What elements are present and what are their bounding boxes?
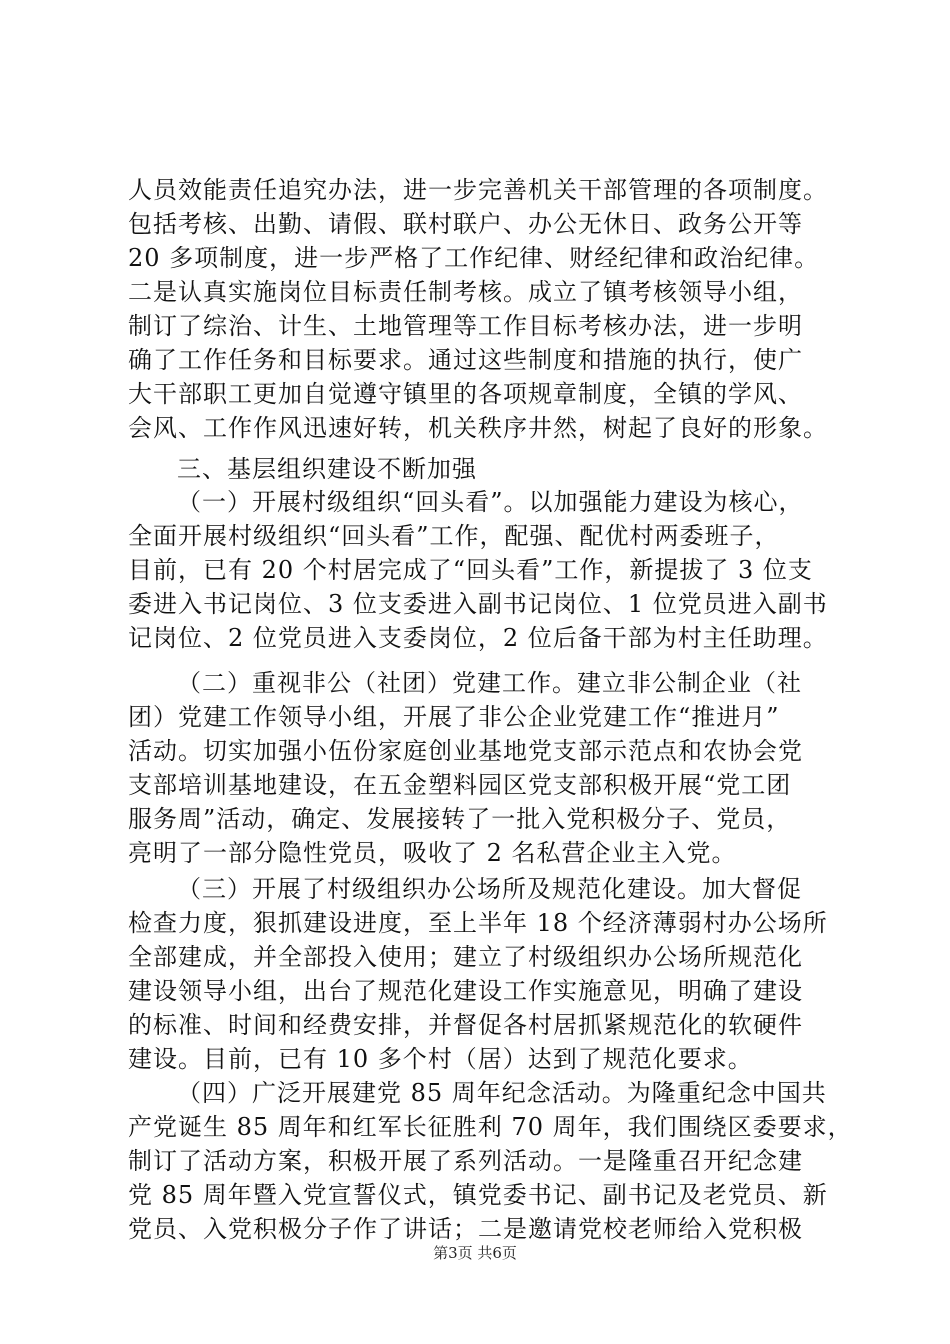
paragraph-first-line: （三）开展了村级组织办公场所及规范化建设。加大督促 (177, 875, 802, 903)
text-line: 产党诞生 85 周年和红军长征胜利 70 周年，我们围绕区委要求， (128, 1113, 853, 1141)
text-line: 全部建成，并全部投入使用；建立了村级组织办公场所规范化 (128, 943, 803, 971)
text-line: 20 多项制度，进一步严格了工作纪律、财经纪律和政治纪律。 (128, 244, 820, 272)
text-line: 检查力度，狠抓建设进度，至上半年 18 个经济薄弱村办公场所 (128, 909, 828, 937)
text-line: 支部培训基地建设，在五金塑料园区党支部积极开展“党工团 (128, 771, 792, 799)
text-line: 建设。目前，已有 10 多个村（居）达到了规范化要求。 (128, 1045, 753, 1073)
text-line: 目前，已有 20 个村居完成了“回头看”工作，新提拔了 3 位支 (128, 556, 813, 584)
text-line: 活动。切实加强小伍份家庭创业基地党支部示范点和农协会党 (128, 737, 803, 765)
text-line: 二是认真实施岗位目标责任制考核。成立了镇考核领导小组， (128, 278, 803, 306)
paragraph-first-line: （一）开展村级组织“回头看”。以加强能力建设为核心， (177, 488, 804, 516)
text-line: 建设领导小组，出台了规范化建设工作实施意见，明确了建设 (128, 977, 803, 1005)
text-line: 会风、工作作风迅速好转，机关秩序井然，树起了良好的形象。 (128, 414, 828, 442)
text-line: 团）党建工作领导小组，开展了非公企业党建工作“推进月” (128, 703, 780, 731)
text-line: 委进入书记岗位、3 位支委进入副书记岗位、1 位党员进入副书 (128, 590, 828, 618)
text-line: 的标准、时间和经费安排，并督促各村居抓紧规范化的软硬件 (128, 1011, 803, 1039)
text-line: 大干部职工更加自觉遵守镇里的各项规章制度，全镇的学风、 (128, 380, 803, 408)
section-heading: 三、基层组织建设不断加强 (177, 455, 477, 483)
page-footer: 第3页 共6页 (433, 1244, 517, 1262)
paragraph-first-line: （四）广泛开展建党 85 周年纪念活动。为隆重纪念中国共 (177, 1079, 827, 1107)
text-line: 制订了综治、计生、土地管理等工作目标考核办法，进一步明 (128, 312, 803, 340)
paragraph-first-line: （二）重视非公（社团）党建工作。建立非公制企业（社 (177, 669, 802, 697)
text-line: 制订了活动方案，积极开展了系列活动。一是隆重召开纪念建 (128, 1147, 803, 1175)
text-line: 包括考核、出勤、请假、联村联户、办公无休日、政务公开等 (128, 210, 803, 238)
text-line: 服务周”活动，确定、发展接转了一批入党积极分子、党员， (128, 805, 792, 833)
text-line: 确了工作任务和目标要求。通过这些制度和措施的执行，使广 (128, 346, 803, 374)
text-line: 全面开展村级组织“回头看”工作，配强、配优村两委班子， (128, 522, 780, 550)
text-line: 记岗位、2 位党员进入支委岗位，2 位后备干部为村主任助理。 (128, 624, 828, 652)
text-line: 党员、入党积极分子作了讲话；二是邀请党校老师给入党积极 (128, 1215, 803, 1243)
text-line: 党 85 周年暨入党宣誓仪式，镇党委书记、副书记及老党员、新 (128, 1181, 828, 1209)
text-line: 亮明了一部分隐性党员，吸收了 2 名私营企业主入党。 (128, 839, 737, 867)
text-line: 人员效能责任追究办法，进一步完善机关干部管理的各项制度。 (128, 176, 828, 204)
